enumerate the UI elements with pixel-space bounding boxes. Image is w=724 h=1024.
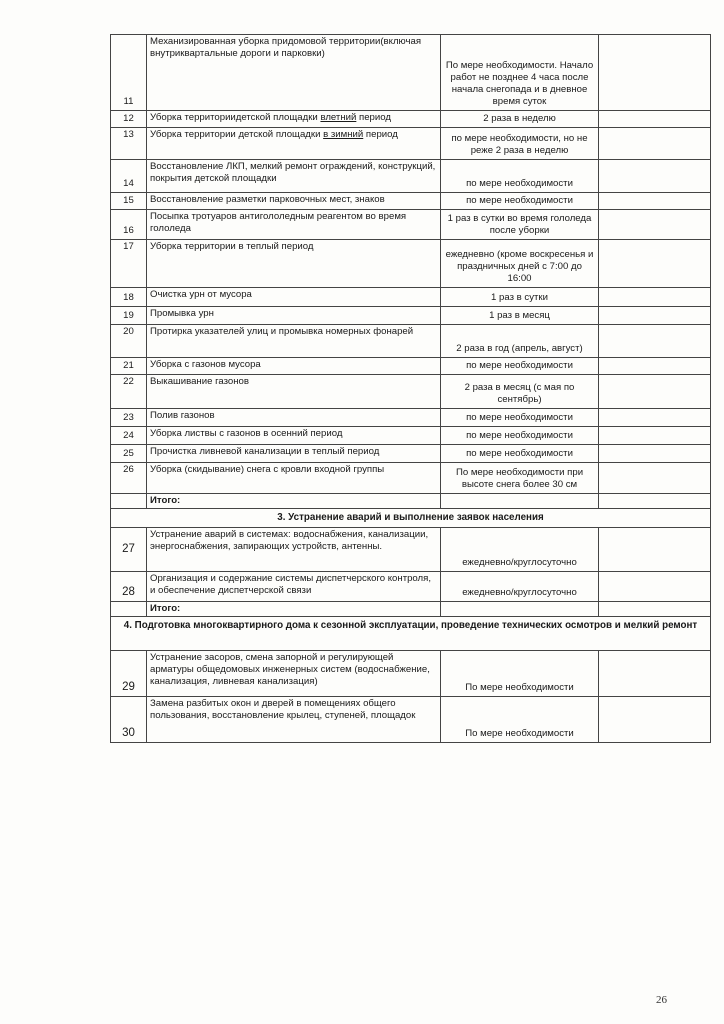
empty-cell [599,325,711,358]
total-label: Итого: [147,494,441,509]
row-number: 14 [111,160,147,193]
work-frequency: по мере необходимости [441,358,599,375]
work-frequency: по мере необходимости, но не реже 2 раза в неделю [441,128,599,160]
work-description: Полив газонов [147,409,441,427]
total-row [111,602,711,617]
maintenance-table-sheet [110,34,710,743]
work-description: Уборка территории детской площадки в зимний период [147,128,441,160]
empty-cell [441,494,599,509]
row-number: 19 [111,307,147,325]
row-number: 28 [111,572,147,602]
empty-cell [599,697,711,743]
work-description: Устранение аварий в системах: водоснабжения, канализации, энергоснабжения, запирающих устройств, антенны. [147,528,441,572]
row-number: 18 [111,288,147,307]
section-4-title: 4. Подготовка многоквартирного дома к сезонной эксплуатации, проведение технических осмотров и мелкий ремонт [111,617,711,651]
section-header-row [111,509,711,528]
work-frequency: по мере необходимости [441,409,599,427]
empty-cell [599,445,711,463]
empty-cell [111,602,147,617]
table-row [111,35,711,111]
row-number: 29 [111,651,147,697]
empty-cell [599,651,711,697]
work-frequency: ежедневно (кроме воскресенья и праздничных дней с 7:00 до 16:00 [441,240,599,288]
row-number: 23 [111,409,147,427]
row-number: 11 [111,35,147,111]
work-frequency: По мере необходимости [441,651,599,697]
empty-cell [599,358,711,375]
row-number: 21 [111,358,147,375]
work-description: Посыпка тротуаров антигололедным реагентом во время гололеда [147,210,441,240]
table-row [111,210,711,240]
total-label: Итого: [147,602,441,617]
table-row [111,445,711,463]
row-number: 16 [111,210,147,240]
table-row [111,651,711,697]
empty-cell [599,240,711,288]
work-frequency: По мере необходимости при высоте снега более 30 см [441,463,599,494]
empty-cell [111,494,147,509]
work-description: Промывка урн [147,307,441,325]
empty-cell [599,160,711,193]
empty-cell [599,35,711,111]
table-row [111,375,711,409]
work-frequency: 2 раза в год (апрель, август) [441,325,599,358]
table-row [111,240,711,288]
work-frequency: 2 раза в неделю [441,111,599,128]
row-number: 17 [111,240,147,288]
total-row [111,494,711,509]
work-description: Восстановление ЛКП, мелкий ремонт ограждений, конструкций, покрытия детской площадки [147,160,441,193]
empty-cell [599,210,711,240]
work-description: Организация и содержание системы диспетчерского контроля, и обеспечение диспетчерской связи [147,572,441,602]
empty-cell [599,409,711,427]
work-description: Уборка (скидывание) снега с кровли входной группы [147,463,441,494]
table-row [111,358,711,375]
empty-cell [441,602,599,617]
table-row [111,288,711,307]
work-description: Устранение засоров, смена запорной и регулирующей арматуры общедомовых инженерных систем (водоснабжение, канализация, ливневая канализация) [147,651,441,697]
page-number: 26 [656,994,667,1006]
table-row [111,427,711,445]
row-number: 15 [111,193,147,210]
empty-cell [599,463,711,494]
table-row [111,528,711,572]
work-frequency: ежедневно/круглосуточно [441,528,599,572]
work-description: Протирка указателей улиц и промывка номерных фонарей [147,325,441,358]
empty-cell [599,193,711,210]
work-frequency: по мере необходимости [441,193,599,210]
row-number: 13 [111,128,147,160]
table-row [111,409,711,427]
work-description: Выкашивание газонов [147,375,441,409]
work-frequency: 1 раз в месяц [441,307,599,325]
work-frequency: по мере необходимости [441,160,599,193]
work-frequency: По мере необходимости. Начало работ не позднее 4 часа после начала снегопада и в дневное время суток [441,35,599,111]
row-number: 27 [111,528,147,572]
work-description: Механизированная уборка придомовой территории(включая внутриквартальные дороги и парковки) [147,35,441,111]
work-frequency: 1 раз в сутки во время гололеда после уборки [441,210,599,240]
table-row [111,307,711,325]
section-3-title: 3. Устранение аварий и выполнение заявок населения [111,509,711,528]
work-frequency: ежедневно/круглосуточно [441,572,599,602]
work-description: Уборка территориидетской площадки влетний период [147,111,441,128]
work-frequency: 2 раза в месяц (с мая по сентябрь) [441,375,599,409]
work-description: Уборка территории в теплый период [147,240,441,288]
empty-cell [599,111,711,128]
underlined-text: влетний [320,112,357,123]
table-row [111,128,711,160]
empty-cell [599,572,711,602]
work-description: Восстановление разметки парковочных мест, знаков [147,193,441,210]
table-row [111,160,711,193]
table-row [111,572,711,602]
empty-cell [599,375,711,409]
empty-cell [599,494,711,509]
underlined-text: в зимний [323,129,364,140]
section-header-row [111,617,711,651]
table-row [111,193,711,210]
work-frequency: по мере необходимости [441,445,599,463]
table-row [111,463,711,494]
table-row [111,111,711,128]
work-frequency: по мере необходимости [441,427,599,445]
work-description: Уборка листвы с газонов в осенний период [147,427,441,445]
row-number: 20 [111,325,147,358]
work-description: Прочистка ливневой канализации в теплый период [147,445,441,463]
row-number: 22 [111,375,147,409]
empty-cell [599,427,711,445]
empty-cell [599,528,711,572]
table-row [111,325,711,358]
row-number: 12 [111,111,147,128]
work-description: Уборка с газонов мусора [147,358,441,375]
work-frequency: По мере необходимости [441,697,599,743]
work-frequency: 1 раз в сутки [441,288,599,307]
row-number: 24 [111,427,147,445]
row-number: 26 [111,463,147,494]
empty-cell [599,128,711,160]
empty-cell [599,288,711,307]
row-number: 25 [111,445,147,463]
row-number: 30 [111,697,147,743]
maintenance-works-table [110,34,711,743]
work-description: Очистка урн от мусора [147,288,441,307]
empty-cell [599,307,711,325]
table-row [111,697,711,743]
work-description: Замена разбитых окон и дверей в помещениях общего пользования, восстановление крылец, ступеней, площадок [147,697,441,743]
empty-cell [599,602,711,617]
